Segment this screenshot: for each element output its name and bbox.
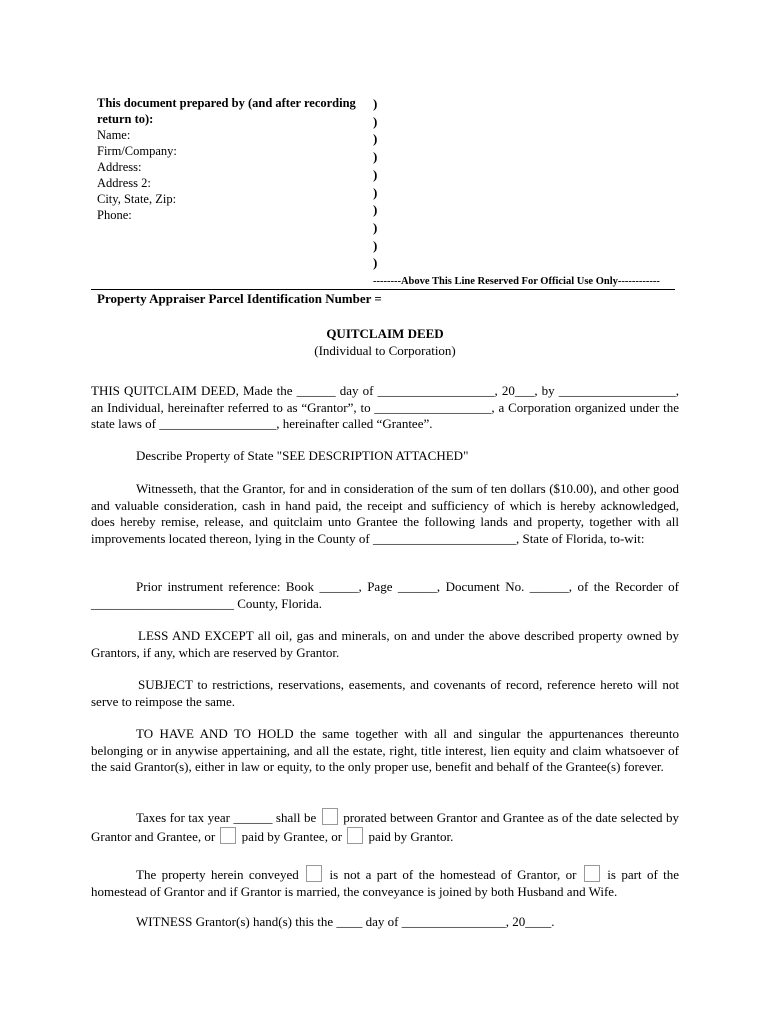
- address2-field: Address 2:: [97, 176, 151, 190]
- taxes-paragraph: [91, 808, 679, 845]
- deed-title: QUITCLAIM DEED: [326, 326, 444, 341]
- name-field: Name:: [97, 128, 131, 142]
- taxes-text-a: Taxes for tax year ______ shall be: [136, 810, 317, 825]
- city-state-zip-field: City, State, Zip:: [97, 192, 177, 206]
- subject-paragraph: SUBJECT to restrictions, reservations, easements, and covenants of record, reference hereto will not serve to reimpose the same.: [91, 677, 679, 709]
- parcel-id-label: Property Appraiser Parcel Identification Number =: [97, 291, 382, 306]
- homestead-text-b: is not a part of the homestead of Grantor, or: [329, 867, 577, 882]
- address-field: Address:: [97, 160, 142, 174]
- paid-by-grantor-checkbox[interactable]: [347, 827, 363, 844]
- is-homestead-checkbox[interactable]: [584, 865, 600, 882]
- firm-field: Firm/Company:: [97, 144, 177, 158]
- not-homestead-checkbox[interactable]: [306, 865, 322, 882]
- paid-by-grantee-checkbox[interactable]: [220, 827, 236, 844]
- phone-field: Phone:: [97, 208, 132, 222]
- taxes-text-b: prorated between Grantor and Grantee as of the date selected by Grantor and Grantee, or: [91, 810, 679, 844]
- taxes-text-c: paid by Grantee, or: [241, 828, 343, 844]
- witnesseth-paragraph: Witnesseth, that the Grantor, for and in consideration of the sum of ten dollars ($10.00), and other good and valuable consideration, cash in hand paid, the receipt and sufficiency of which is hereby acknowledged, does hereby remise, release, and quitclaim unto Grantee the following lands and property, together with all improvements located thereon, lying in the County of ______________________, State of Florida, to-wit:: [91, 481, 679, 546]
- official-use-line: --------Above This Line Reserved For Official Use Only------------: [373, 276, 660, 287]
- deed-subtitle: (Individual to Corporation): [314, 343, 456, 358]
- homestead-text-c: is part of the homestead of Grantor and if Grantor is married, the conveyance is joined by both Husband and Wife.: [91, 867, 680, 899]
- parenthesis-column: ) ) ) ) ) ) ) ) ) ): [373, 96, 378, 271]
- divider-line: [91, 289, 675, 290]
- witness-paragraph: WITNESS Grantor(s) hand(s) this the ____ day of ________________, 20____.: [136, 914, 555, 929]
- prorated-checkbox[interactable]: [322, 808, 338, 825]
- habendum-paragraph: TO HAVE AND TO HOLD the same together with all and singular the appurtenances thereunto belonging or in anywise appertaining, and all the estate, right, title interest, lien equity and claim whatsoever of the said Grantor(s), either in law or equity, to the only proper use, benefit and behalf of the Grantee(s) forever.: [91, 726, 679, 774]
- opening-paragraph: THIS QUITCLAIM DEED, Made the ______ day of __________________, 20___, by __________________, an Individual, hereinafter referred to as “Grantor”, to __________________, a Corporation organized under the state laws of __________________, hereinafter called “Grantee”.: [91, 383, 679, 431]
- prepared-by-heading: This document prepared by (and after recording return to):: [97, 96, 356, 126]
- describe-paragraph: Describe Property of State "SEE DESCRIPTION ATTACHED": [136, 448, 469, 463]
- prepared-by-block: [97, 95, 367, 223]
- homestead-text-a: The property herein conveyed: [136, 867, 299, 882]
- less-except-paragraph: LESS AND EXCEPT all oil, gas and minerals, on and under the above described property owned by Grantors, if any, which are reserved by Grantor.: [91, 628, 679, 660]
- prior-instrument-paragraph: Prior instrument reference: Book ______, Page ______, Document No. ______, of the Recorder of ______________________ County, Florida.: [91, 579, 679, 611]
- homestead-paragraph: [91, 865, 679, 900]
- taxes-text-d: paid by Grantor.: [368, 828, 454, 844]
